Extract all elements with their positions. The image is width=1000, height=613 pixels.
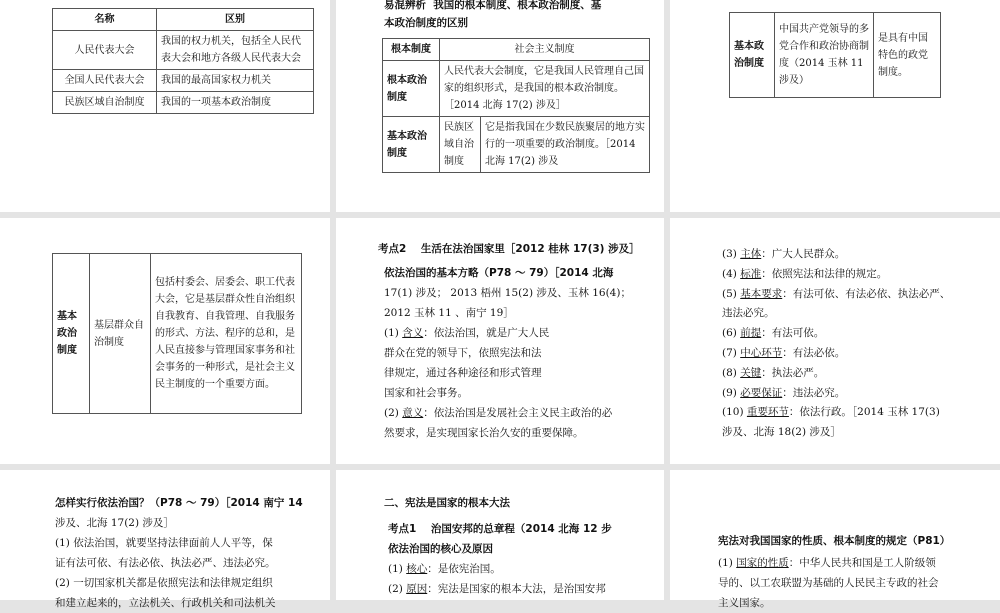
- comparison-table: [52, 8, 314, 114]
- list-item: (7) 中心环节：有法必依。: [722, 347, 846, 359]
- table-cell: 基本政治制度: [730, 13, 775, 98]
- distinction-table: [382, 38, 650, 173]
- point-1: (1) 核心：是依宪治国。: [388, 563, 501, 575]
- section-title: 易混辨析 我国的根本制度、根本政治制度、基: [384, 0, 602, 11]
- table-cell: 是具有中国特色的政党制度。: [874, 13, 941, 98]
- table-header: 名称: [53, 9, 157, 31]
- point-1-cont: 主义国家。: [718, 597, 771, 609]
- subtopic: 依法治国的基本方略（P78 ～ 79）［2014 北海: [384, 267, 614, 279]
- list-item: (9) 必要保证：违法必究。: [722, 386, 846, 399]
- slide-8: [336, 470, 664, 600]
- table-cell: 人民代表大会: [53, 31, 157, 70]
- table-cell: 社会主义制度: [440, 39, 650, 61]
- table-cell: 包括村委会、居委会、职工代表大会，它是基层群众性自治组织自我教育、自我管理、自我服务的形式、方法、程序的总和，是人民直接参与管理国家事务和社会事务的一种形式，是社会主义民主制度的一个重要方面。: [151, 254, 302, 414]
- table-row: [53, 254, 302, 414]
- subtopic-cont: 2012 玉林 11 、南宁 19］: [384, 307, 514, 319]
- point-1: (1) 含义：依法治国，就是广大人民: [384, 327, 550, 339]
- table-cell: 我国的最高国家权力机关: [157, 70, 314, 92]
- table-cell: 民族区域自治制度: [440, 117, 481, 173]
- table-row: [53, 92, 314, 114]
- point-1-cont: 导的、以工农联盟为基础的人民民主专政的社会: [718, 577, 939, 589]
- list-item: (3) 主体：广大人民群众。: [722, 248, 846, 260]
- slide-4: [0, 218, 330, 464]
- list-item: (6) 前提：有法可依。: [722, 327, 825, 340]
- point-2-cont: 然要求，是实现国家长治久安的重要保障。: [384, 427, 584, 439]
- table-cell: 中国共产党领导的多党合作和政治协商制度（2014 玉林 11 涉及）: [775, 13, 874, 98]
- slide-7: [0, 470, 330, 609]
- point-2: (2) 原因：宪法是国家的根本大法，是治国安邦: [388, 583, 606, 595]
- table-cell: 我国的权力机关，包括全人民代表大会和地方各级人民代表大会: [157, 31, 314, 70]
- system-table: [52, 253, 302, 414]
- question-heading: 怎样实行依法治国？（P78 ～ 79）［2014 南宁 14: [55, 497, 303, 509]
- subtopic: 依法治国的核心及原因: [388, 543, 493, 555]
- system-table: [729, 12, 941, 98]
- answer-line: (2) 一切国家机关都是依照宪法和法律规定组织: [55, 577, 273, 589]
- point-1: (1) 国家的性质：中华人民共和国是工人阶级领: [718, 557, 936, 569]
- slide-6: [670, 218, 1000, 464]
- question-heading-cont: 涉及、北海 17(2) 涉及］: [55, 517, 174, 529]
- table-cell: 基本政治制度: [383, 117, 440, 173]
- point-1-cont: 律规定，通过各种途径和形式管理: [384, 367, 542, 379]
- list-item: 违法必究。: [722, 307, 775, 320]
- list-item: (8) 关键：执法必严。: [722, 366, 825, 379]
- table-cell: 根本制度: [383, 39, 440, 61]
- point-1-cont: 群众在党的领导下，依照宪法和法: [384, 347, 542, 359]
- list-item: (5) 基本要求：有法可依、有法必依、执法必严、: [722, 287, 951, 300]
- table-cell: 它是指我国在少数民族聚居的地方实行的一项重要的政治制度。［2014 北海 17(2) 涉及: [481, 117, 650, 173]
- list-item: (4) 标准：依照宪法和法律的规定。: [722, 267, 888, 280]
- table-cell: 基本政治制度: [53, 254, 90, 414]
- table-row: [383, 117, 650, 173]
- section-heading: 宪法对我国国家的性质、根本制度的规定（P81）: [718, 535, 951, 547]
- list-item: (10) 重要环节：依法行政。［2014 玉林 17(3): [722, 406, 940, 419]
- subtopic-cont: 17(1) 涉及； 2013 梧州 15(2) 涉及、玉林 16(4)；: [384, 287, 631, 299]
- table-cell: 基层群众自治制度: [90, 254, 151, 414]
- slide-5: [336, 218, 664, 464]
- slide-1: [0, 0, 330, 212]
- table-cell: 根本政治制度: [383, 61, 440, 117]
- table-cell: 人民代表大会制度，它是我国人民管理自己国家的组织形式，是我国的根本政治制度。［2014 北海 17(2) 涉及］: [440, 61, 650, 117]
- list-item: 涉及、北海 18(2) 涉及］: [722, 426, 841, 439]
- point-2: (2) 意义：依法治国是发展社会主义民主政治的必: [384, 407, 613, 419]
- table-header: 区别: [157, 9, 314, 31]
- topic-heading: 考点2 生活在法治国家里［2012 桂林 17(3) 涉及］: [378, 243, 640, 255]
- slide-3: [670, 0, 1000, 212]
- slide-9: [670, 470, 1000, 609]
- table-cell: 我国的一项基本政治制度: [157, 92, 314, 114]
- section-title-cont: 本政治制度的区别: [384, 17, 468, 29]
- table-cell: 全国人民代表大会: [53, 70, 157, 92]
- table-row: [383, 61, 650, 117]
- topic-heading: 考点1 治国安邦的总章程（2014 北海 12 步: [388, 523, 612, 535]
- slide-2: [336, 0, 664, 212]
- answer-line: (1) 依法治国，就要坚持法律面前人人平等，保: [55, 537, 273, 549]
- answer-line: 证有法可依、有法必依、执法必严、违法必究。: [55, 557, 276, 569]
- table-row: [53, 70, 314, 92]
- table-row: [730, 13, 941, 98]
- table-row: [53, 31, 314, 70]
- section-heading: 二、宪法是国家的根本大法: [384, 497, 510, 509]
- answer-line: 和建立起来的，立法机关、行政机关和司法机关: [55, 597, 276, 609]
- point-1-cont: 国家和社会事务。: [384, 387, 468, 399]
- table-cell: 民族区域自治制度: [53, 92, 157, 114]
